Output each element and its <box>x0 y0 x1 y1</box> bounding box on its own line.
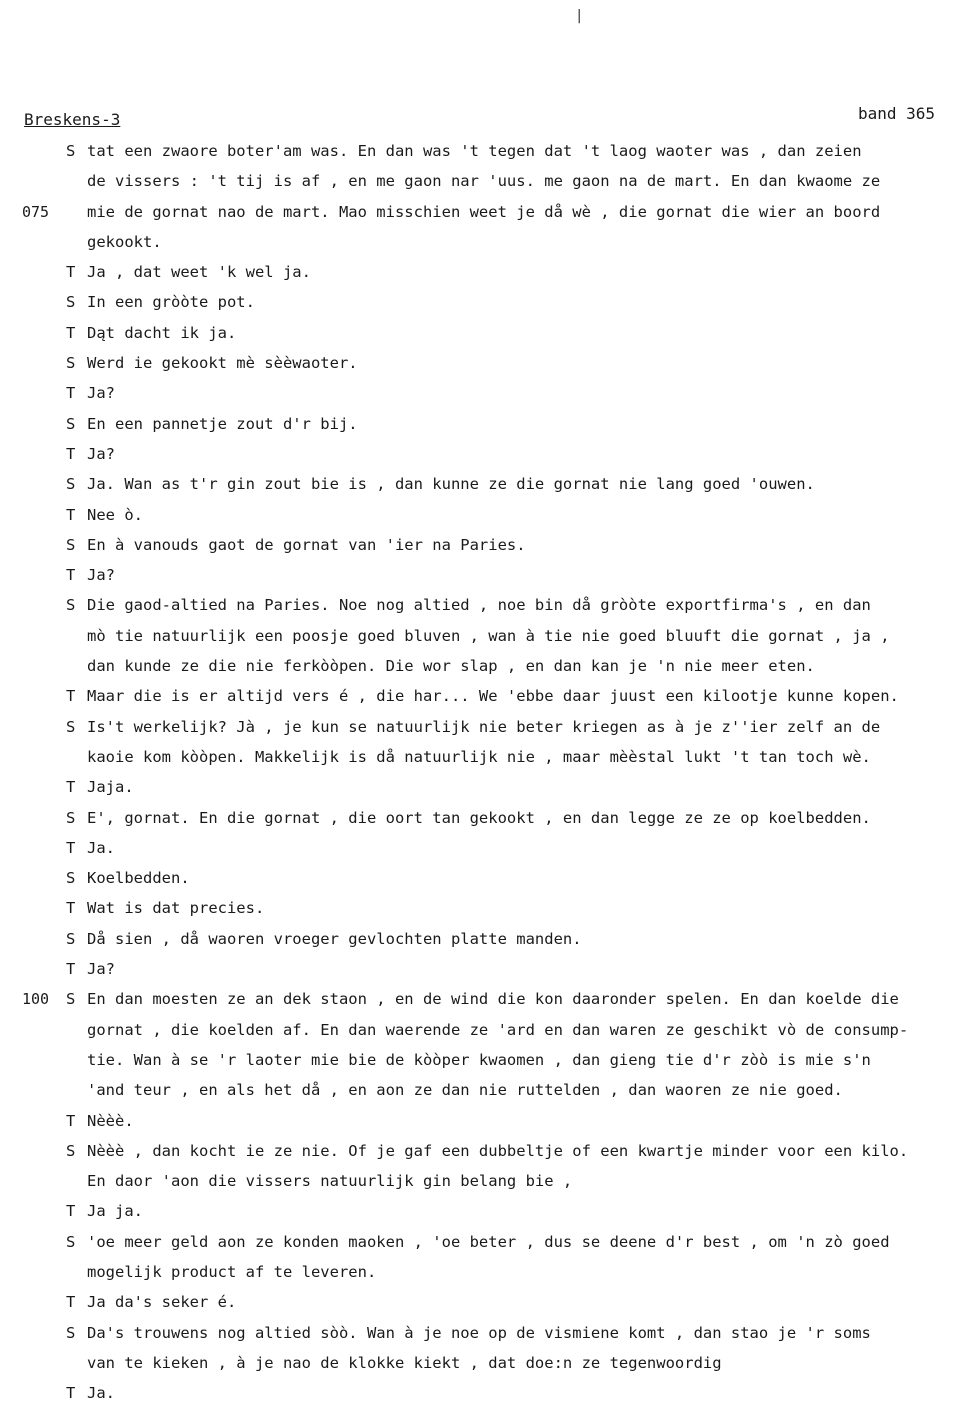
transcript-line <box>0 863 979 893</box>
line-text: Maar die is er altijd vers é , die har... We 'ebbe daar juust een kilootje kunne kopen. <box>87 687 899 706</box>
transcript-line <box>0 378 979 408</box>
transcript-line <box>0 560 979 590</box>
transcript-line <box>0 772 979 802</box>
speaker-label: T <box>66 1293 76 1312</box>
speaker-label: S <box>66 475 76 494</box>
transcript-line <box>0 318 979 348</box>
transcript-line <box>0 530 979 560</box>
speaker-label: S <box>66 535 76 554</box>
speaker-label: T <box>66 838 76 857</box>
speaker-label: S <box>66 354 76 373</box>
line-text: Ja ja. <box>87 1202 143 1221</box>
transcript-line <box>0 1257 979 1287</box>
transcript-line <box>0 1348 979 1378</box>
speaker-label: S <box>66 869 76 888</box>
line-text: tie. Wan à se 'r laoter mie bie de kòòper kwaomen , dan gieng tie d'r zòò is mie s'n <box>87 1050 871 1069</box>
line-text: Is't werkelijk? Jà , je kun se natuurlijk nie beter kriegen as à je z''ier zelf an de <box>87 717 881 736</box>
line-text: Wat is dat precies. <box>87 899 265 918</box>
line-text: mò tie natuurlijk een poosje goed bluven , wan à tie nie goed bluuft die gornat , ja , <box>87 626 890 645</box>
line-text: dan kunde ze die nie ferkòòpen. Die wor slap , en dan kan je 'n nie meer eten. <box>87 657 815 676</box>
transcript-line <box>0 984 979 1014</box>
transcript-line <box>0 833 979 863</box>
transcript-line <box>0 257 979 287</box>
transcript-line <box>0 681 979 711</box>
speaker-label: S <box>66 929 76 948</box>
line-text: Ja , dat weet 'k wel ja. <box>87 263 311 282</box>
transcript-line <box>0 1227 979 1257</box>
transcript-line <box>0 742 979 772</box>
line-text: En daor 'aon die vissers natuurlijk gin belang bie , <box>87 1172 573 1191</box>
speaker-label: T <box>66 384 76 403</box>
line-text: Koelbedden. <box>87 869 190 888</box>
speaker-label: T <box>66 687 76 706</box>
line-text: Ja. Wan as t'r gin zout bie is , dan kunne ze die gornat nie lang goed 'ouwen. <box>87 475 815 494</box>
line-text: van te kieken , à je nao de klokke kiekt , dat doe:n ze tegenwoordig <box>87 1353 722 1372</box>
line-text: Nee ò. <box>87 505 143 524</box>
line-text: Nèèè. <box>87 1111 134 1130</box>
transcript-line <box>0 893 979 923</box>
speaker-label: T <box>66 566 76 585</box>
document-title: Breskens-3 <box>24 110 121 129</box>
speaker-label: S <box>66 1141 76 1160</box>
line-text: 'oe meer geld aon ze konden maoken , 'oe beter , dus se deene d'r best , om 'n zò goed <box>87 1232 890 1251</box>
transcript-line <box>0 1378 979 1408</box>
transcript-line <box>0 166 979 196</box>
transcript-line <box>0 1075 979 1105</box>
line-text: In een gròòte pot. <box>87 293 255 312</box>
speaker-label: S <box>66 293 76 312</box>
transcript-line <box>0 469 979 499</box>
line-text: kaoie kom kòòpen. Makkelijk is då natuurlijk nie , maar mèèstal lukt 't tan toch wè. <box>87 747 871 766</box>
transcript-line <box>0 439 979 469</box>
band-label: band 365 <box>858 104 936 123</box>
transcript-line <box>0 1166 979 1196</box>
line-text: Ja da's seker é. <box>87 1293 237 1312</box>
line-text: Ja? <box>87 384 115 403</box>
line-text: Då sien , då waoren vroeger gevlochten platte manden. <box>87 929 582 948</box>
transcript-line <box>0 924 979 954</box>
speaker-label: S <box>66 1323 76 1342</box>
transcript-line <box>0 287 979 317</box>
speaker-label: S <box>66 596 76 615</box>
speaker-label: S <box>66 808 76 827</box>
line-text: 'and teur , en als het då , en aon ze dan nie ruttelden , dan waoren ze nie goed. <box>87 1081 843 1100</box>
speaker-label: T <box>66 1384 76 1403</box>
transcript-line <box>0 136 979 166</box>
transcript-line <box>0 227 979 257</box>
line-text: tat een zwaore boter'am was. En dan was 't tegen dat 't laog waoter was , dan zeien <box>87 142 862 160</box>
transcript-line <box>0 803 979 833</box>
transcript-line <box>0 590 979 620</box>
transcript-line <box>0 651 979 681</box>
speaker-label: S <box>66 717 76 736</box>
line-text: Dąt dacht ik ja. <box>87 323 237 342</box>
speaker-label: T <box>66 263 76 282</box>
speaker-label: T <box>66 899 76 918</box>
line-text: de vissers : 't tij is af , en me gaon nar 'uus. me gaon na de mart. En dan kwaome ze <box>87 172 881 191</box>
transcript-line <box>0 1318 979 1348</box>
speaker-label: S <box>66 1232 76 1251</box>
speaker-label: S <box>66 990 76 1009</box>
line-text: En een pannetje zout d'r bij. <box>87 414 358 433</box>
transcript-line <box>0 500 979 530</box>
speaker-label: T <box>66 1202 76 1221</box>
line-text: mogelijk product af te leveren. <box>87 1262 377 1281</box>
transcript-line <box>0 197 979 227</box>
line-text: En dan moesten ze an dek staon , en de wind die kon daaronder spelen. En dan koelde die <box>87 990 899 1009</box>
transcript-line <box>0 712 979 742</box>
speaker-label: T <box>66 960 76 979</box>
line-text: Jaja. <box>87 778 134 797</box>
transcript-line <box>0 348 979 378</box>
line-text: Nèèè , dan kocht ie ze nie. Of je gaf een dubbeltje of een kwartje minder voor een kilo. <box>87 1141 909 1160</box>
page-mark: | <box>575 8 584 24</box>
speaker-label: S <box>66 414 76 433</box>
line-text: Ja. <box>87 1384 115 1403</box>
speaker-label: T <box>66 778 76 797</box>
line-text: gekookt. <box>87 232 162 251</box>
line-text: En à vanouds gaot de gornat van 'ier na Paries. <box>87 535 526 554</box>
transcript-line <box>0 621 979 651</box>
line-text: Ja? <box>87 566 115 585</box>
line-text: Ja? <box>87 960 115 979</box>
speaker-label: T <box>66 1111 76 1130</box>
speaker-label: T <box>66 444 76 463</box>
line-text: E', gornat. En die gornat , die oort tan gekookt , en dan legge ze ze op koelbedden. <box>87 808 871 827</box>
speaker-label: T <box>66 505 76 524</box>
transcript-line <box>0 954 979 984</box>
transcript-line <box>0 1045 979 1075</box>
line-text: gornat , die koelden af. En dan waerende ze 'ard en dan waren ze geschikt vò de consump- <box>87 1020 909 1039</box>
transcript-line <box>0 1136 979 1166</box>
speaker-label: T <box>66 323 76 342</box>
transcript-line <box>0 1015 979 1045</box>
transcript-line <box>0 409 979 439</box>
line-text: mie de gornat nao de mart. Mao misschien weet je då wè , die gornat die wier an boord <box>87 202 881 221</box>
transcript-line <box>0 1106 979 1136</box>
line-text: Werd ie gekookt mè sèèwaoter. <box>87 354 358 373</box>
line-text: Da's trouwens nog altied sòò. Wan à je noe op de vismiene komt , dan stao je 'r soms <box>87 1323 871 1342</box>
speaker-label: S <box>66 142 76 160</box>
line-text: Ja? <box>87 444 115 463</box>
transcript-line <box>0 1196 979 1226</box>
transcript-line <box>0 1287 979 1317</box>
line-number: 100 <box>22 990 50 1009</box>
transcript-body <box>0 136 979 1408</box>
line-text: Die gaod-altied na Paries. Noe nog altied , noe bin då gròòte exportfirma's , en dan <box>87 596 871 615</box>
line-text: Ja. <box>87 838 115 857</box>
line-number: 075 <box>22 202 50 221</box>
